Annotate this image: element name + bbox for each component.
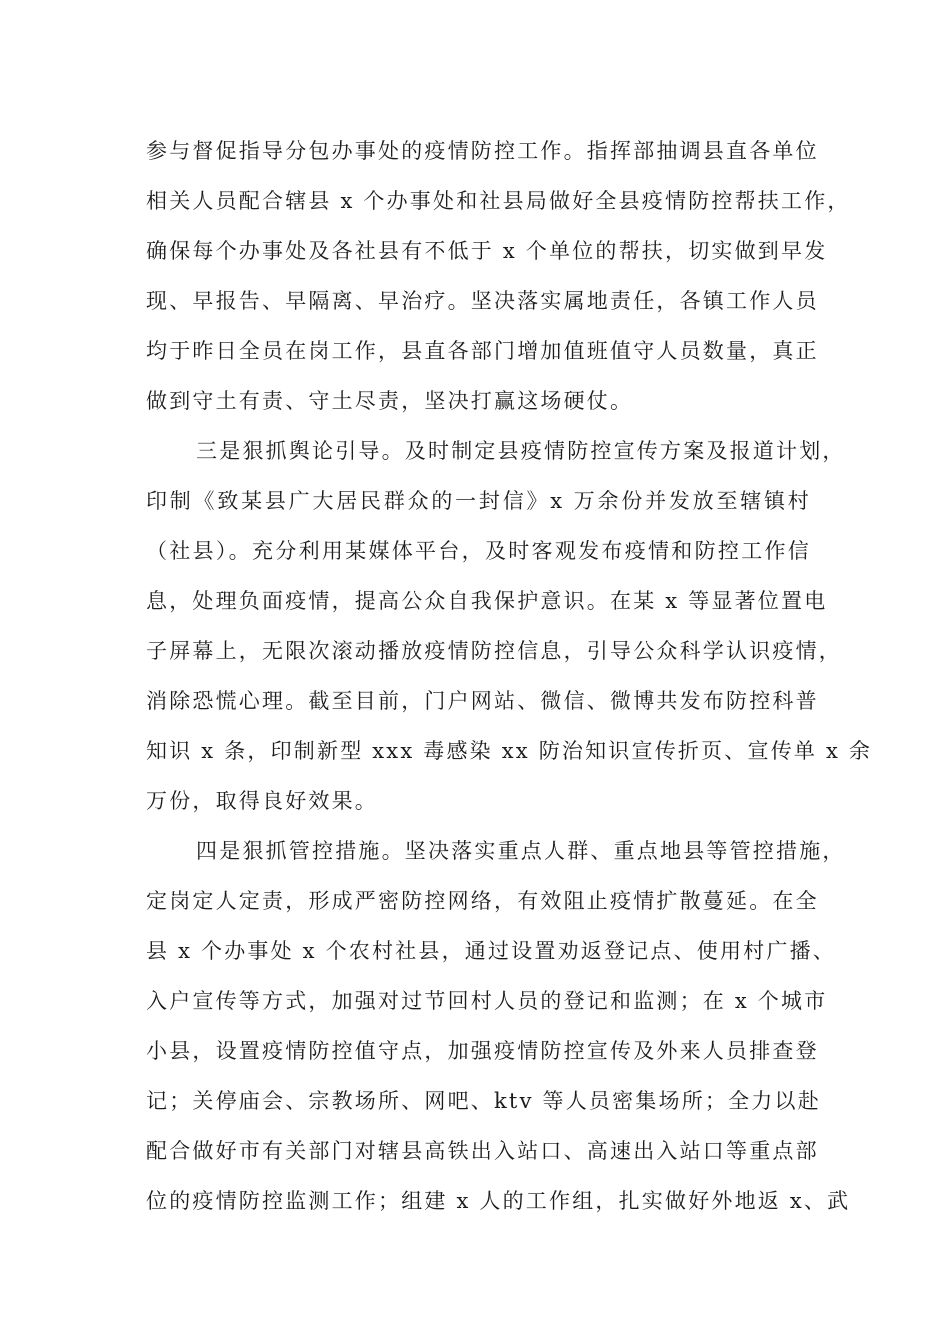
text-line: 知识 x 条，印制新型 xxx 毒感染 xx 防治知识宣传折页、宣传单 x 余 bbox=[146, 739, 873, 763]
text-line: 万份，取得良好效果。 bbox=[146, 789, 378, 813]
text-line: 做到守土有责、守土尽责，坚决打赢这场硬仗。 bbox=[146, 389, 634, 413]
text-line: 确保每个办事处及各社县有不低于 x 个单位的帮扶，切实做到早发 bbox=[146, 239, 828, 263]
text-line: 子屏幕上，无限次滚动播放疫情防控信息，引导公众科学认识疫情， bbox=[146, 639, 842, 663]
text-line: 相关人员配合辖县 x 个办事处和社县局做好全县疫情防控帮扶工作， bbox=[146, 189, 851, 213]
text-line: 息，处理负面疫情，提高公众自我保护意识。在某 x 等显著位置电 bbox=[146, 589, 828, 613]
text-line: 印制《致某县广大居民群众的一封信》x 万余份并发放至辖镇村 bbox=[146, 489, 811, 513]
text-line: （社县）。充分利用某媒体平台，及时客观发布疫情和防控工作信 bbox=[146, 539, 811, 563]
text-line: 参与督促指导分包办事处的疫情防控工作。指挥部抽调县直各单位 bbox=[146, 139, 819, 163]
text-line: 入户宣传等方式，加强对过节回村人员的登记和监测；在 x 个城市 bbox=[146, 989, 828, 1013]
text-line: 定岗定人定责，形成严密防控网络，有效阻止疫情扩散蔓延。在全 bbox=[146, 889, 819, 913]
text-line: 消除恐慌心理。截至目前，门户网站、微信、微博共发布防控科普 bbox=[146, 689, 819, 713]
text-line: 现、早报告、早隔离、早治疗。坚决落实属地责任，各镇工作人员 bbox=[146, 289, 819, 313]
paragraph-first-line: 三是狠抓舆论引导。及时制定县疫情防控宣传方案及报道计划， bbox=[196, 439, 846, 463]
paragraph-first-line: 四是狠抓管控措施。坚决落实重点人群、重点地县等管控措施， bbox=[196, 839, 846, 863]
text-line: 记；关停庙会、宗教场所、网吧、ktv 等人员密集场所；全力以赴 bbox=[146, 1089, 821, 1113]
text-line: 配合做好市有关部门对辖县高铁出入站口、高速出入站口等重点部 bbox=[146, 1139, 819, 1163]
text-line: 位的疫情防控监测工作；组建 x 人的工作组，扎实做好外地返 x、武 bbox=[146, 1189, 851, 1213]
text-line: 小县，设置疫情防控值守点，加强疫情防控宣传及外来人员排查登 bbox=[146, 1039, 819, 1063]
text-line: 县 x 个办事处 x 个农村社县，通过设置劝返登记点、使用村广播、 bbox=[146, 939, 836, 963]
text-line: 均于昨日全员在岗工作，县直各部门增加值班值守人员数量，真正 bbox=[146, 339, 819, 363]
